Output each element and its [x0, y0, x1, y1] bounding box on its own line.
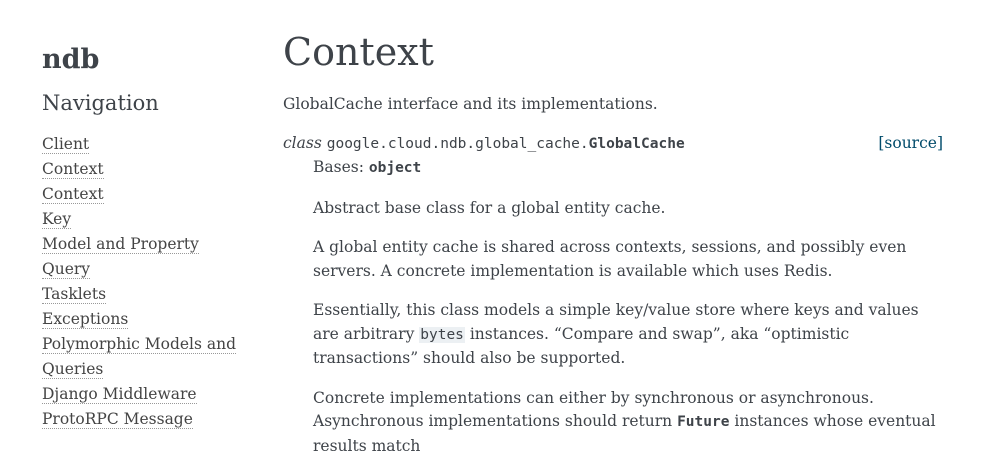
paragraph-3-text-b: instances. “Compare and swap”, aka “optimistic transactions” should also be supported.	[313, 324, 850, 367]
bytes-code: bytes	[420, 326, 464, 343]
class-name: GlobalCache	[588, 136, 685, 152]
class-module-path: google.cloud.ndb.global_cache.	[326, 136, 589, 152]
nav-item	[42, 382, 257, 407]
nav-list	[42, 132, 257, 432]
main-content	[283, 27, 943, 474]
nav-link-model-and-property[interactable]: Model and Property	[42, 235, 199, 253]
nav-item	[42, 282, 257, 307]
bases-label: Bases:	[313, 158, 364, 176]
nav-item	[42, 357, 257, 382]
nav-item	[42, 132, 257, 157]
navigation-heading: Navigation	[42, 91, 159, 115]
paragraph-1: Abstract base class for a global entity cache.	[313, 198, 666, 217]
nav-link-client[interactable]: Client	[42, 135, 90, 153]
class-signature	[283, 131, 943, 156]
nav-item	[42, 407, 257, 432]
nav-link-context[interactable]: Context	[42, 160, 104, 178]
class-description	[313, 156, 943, 458]
nav-link-queries[interactable]: Queries	[42, 360, 104, 378]
paragraph-4	[313, 387, 943, 459]
page-title: Context	[283, 30, 434, 74]
nav-item	[42, 207, 257, 232]
logo-link[interactable]: ndb	[42, 44, 100, 75]
nav-link-key[interactable]: Key	[42, 210, 72, 228]
intro-text: GlobalCache interface and its implementations.	[283, 95, 658, 113]
future-code[interactable]: Future	[677, 414, 730, 430]
nav-link-protorpc-message[interactable]: ProtoRPC Message	[42, 410, 193, 428]
source-link[interactable]: [source]	[878, 134, 943, 152]
nav-link-query[interactable]: Query	[42, 260, 91, 278]
paragraph-4-text-a: Concrete implementations can either by synchronous or asynchronous. Asynchronous implementations should return	[313, 388, 874, 430]
class-keyword: class	[283, 134, 322, 152]
nav-link-tasklets[interactable]: Tasklets	[42, 285, 107, 303]
nav-item	[42, 257, 257, 282]
nav-item	[42, 232, 257, 257]
sidebar	[42, 40, 257, 432]
nav-link-django-middleware[interactable]: Django Middleware	[42, 385, 197, 403]
paragraph-2: A global entity cache is shared across contexts, sessions, and possibly even servers. A concrete implementation is available which uses Redis.	[313, 238, 907, 280]
nav-item	[42, 332, 257, 357]
bases-value[interactable]: object	[368, 160, 422, 176]
bases-line	[313, 156, 943, 181]
nav-link-exceptions[interactable]: Exceptions	[42, 310, 129, 328]
nav-link-context-2[interactable]: Context	[42, 185, 104, 203]
nav-item	[42, 157, 257, 182]
nav-item	[42, 307, 257, 332]
nav-link-polymorphic-models[interactable]: Polymorphic Models and	[42, 335, 237, 353]
paragraph-3	[313, 299, 943, 371]
nav-item	[42, 182, 257, 207]
paragraph-4-text-b: instances whose eventual results match	[313, 412, 936, 455]
paragraph-3-text-a: Essentially, this class models a simple key/value store where keys and values are arbitrary	[313, 301, 919, 343]
